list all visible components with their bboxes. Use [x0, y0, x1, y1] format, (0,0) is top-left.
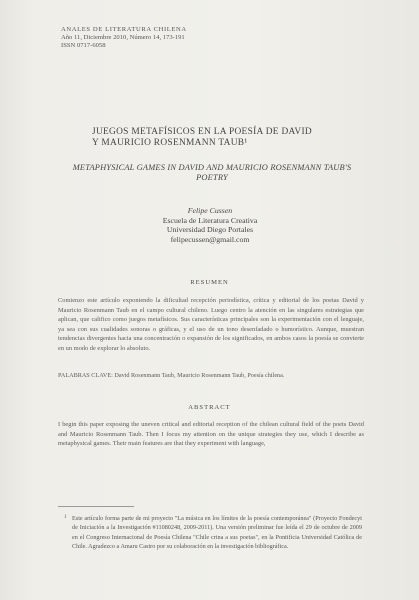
- footnote-mark: 1: [64, 515, 67, 520]
- title-line-2: Y MAURICIO ROSENMANN TAUB¹: [92, 138, 248, 148]
- title-en-line-1: METAPHYSICAL GAMES IN DAVID AND MAURICIO ROSENMANN TAUB'S: [72, 163, 352, 172]
- footnote-divider: [58, 506, 134, 507]
- resumen-heading: RESUMEN: [190, 279, 229, 286]
- author-name: Felipe Cussen: [187, 206, 233, 215]
- footnote: [64, 514, 362, 552]
- author-email: felipecussen@gmail.com: [170, 234, 250, 244]
- keywords-label: PALABRAS CLAVE:: [58, 372, 113, 379]
- abstract-text: I begin this paper exposing the uneven critical and editorial reception of the chilean cultural field of the poets David and Mauricio Rosenmann Taub. Then I focus my attention on the unique strategies they use, which I describe as metaphysical games. Their main features are that they experiment with language,: [58, 421, 364, 448]
- author-affiliation-1: Escuela de Literatura Creativa: [162, 215, 258, 225]
- author-affiliation-2: Universidad Diego Portales: [166, 225, 254, 235]
- issn: ISSN 0717-6058: [61, 42, 106, 49]
- resumen-text: Comienzo este artículo exponiendo la dificultad recepción periodística, crítica y editorial de los poetas David y Mauricio Rosenmann Taub en el campo cultural chileno. Luego centro la atención en las singulares estrategias que aplican, que califico como juegos metafísicos. Sus características principales son la experimentación con el lenguaje, ya sea con sus cualidades sonoras o gráficas, y el uso de un tono desenfadado o humorístico. Aunque, muestran tendencias divergentes hacia una concentración o expansión de los significados, en ambos casos la poesía se convierte en un modo de explorar lo absoluto.: [58, 297, 364, 352]
- keywords: [58, 372, 364, 379]
- issue-info: Año 11, Diciembre 2010, Número 14, 173-191: [61, 34, 185, 41]
- article-title: [92, 127, 362, 149]
- title-line-1: JUEGOS METAFÍSICOS EN LA POESÍA DE DAVID: [92, 127, 312, 137]
- masthead: [61, 26, 187, 50]
- journal-name: ANALES DE LITERATURA CHILENA: [61, 26, 187, 33]
- title-en-line-2: POETRY: [196, 173, 228, 182]
- article-title-english: [62, 163, 362, 183]
- abstract-heading: ABSTRACT: [188, 404, 231, 411]
- author-block: [130, 206, 290, 244]
- footnote-text: Este artículo forma parte de mi proyecto "La música en los límites de la poesía contemporánea" (Proyecto Fondecyt de Iniciación a la Investigación #11080248, 2009-2011). Una versión preliminar fue leída el 29 de octubre de 2009 en el Congreso Internacional de Poesía Chilena "Chile crina a sus poetas", en la Pontificia Universidad Católica de Chile. Agradezco a Amaru Castro por su colaboración en la investigación bibliográfica.: [72, 515, 362, 551]
- keywords-text: David Rosenmann Taub, Mauricio Rosenmann Taub, Poesía chilena.: [114, 372, 285, 379]
